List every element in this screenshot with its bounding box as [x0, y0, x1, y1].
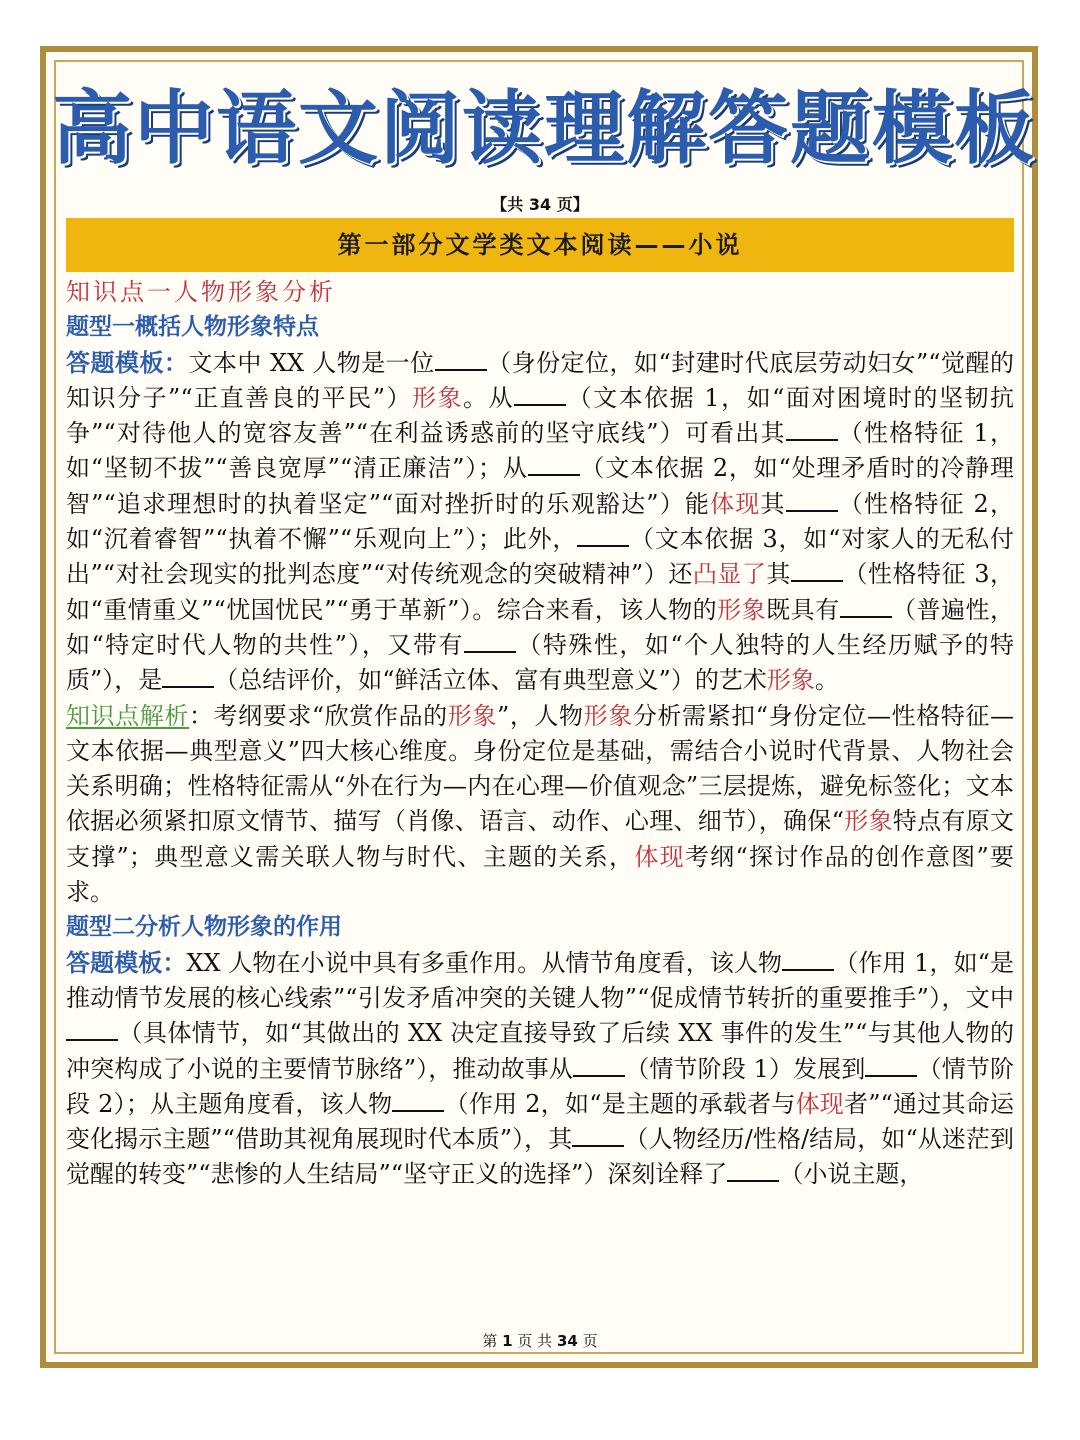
- template-text: （特殊性，如“个人独特的人生经历赋予的特质”），是: [66, 630, 1014, 695]
- template-text: 其: [766, 560, 791, 589]
- fill-blank: [435, 347, 487, 371]
- template-text: XX 人物在小说中具有多重作用。从情节角度看，该人物: [186, 948, 783, 977]
- template-text: （小说主题，: [779, 1160, 924, 1189]
- template-text: （情节阶段 1）发展到: [625, 1054, 866, 1083]
- template-text: （文本依据 1，如“面对困境时的坚韧抗争”“对待他人的宽容友善”“在利益诱惑前的坚守底线”）可看出其: [66, 383, 1015, 448]
- highlight-term: 形象: [843, 807, 893, 836]
- answer-template-1: [66, 346, 1014, 699]
- template-text: （人物经历/性格/结局，如“从迷茫到觉醒的转变”“悲惨的人生结局”“坚守正义的选择”）深刻诠释了: [66, 1125, 1014, 1189]
- fill-blank: [840, 594, 892, 618]
- page-count: 【共 34 页】: [491, 195, 589, 214]
- template-text: （身份定位，如“封建时代底层劳动妇女”“觉醒的知识分子”“正直善良的平民”）: [66, 348, 1015, 412]
- fill-blank: [573, 1053, 625, 1077]
- template-text: 既具有: [766, 595, 840, 624]
- section-banner: 第一部分文学类文本阅读——小说: [66, 218, 1014, 272]
- question-type-1-heading: 题型一概括人物形象特点: [66, 314, 319, 341]
- template-text: 。从: [463, 383, 515, 412]
- current-page-number: 1: [502, 1332, 513, 1350]
- fill-blank: [865, 1053, 917, 1077]
- fill-blank: [392, 1088, 444, 1112]
- fill-blank: [786, 488, 838, 512]
- template-text: （文本依据 2，如“处理矛盾时的冷静理智”“追求理想时的执着坚定”“面对挫折时的乐观豁达”）能: [66, 454, 1014, 518]
- analysis-text: 分析需紧扣“身份定位—性格特征—文本依据—典型意义”四大核心维度。身份定位是基础，需结合小说时代背景、人物社会关系明确；性格特征需从“外在行为—内在心理—价值观念”三层提炼，避免标签化；文本依据必须紧扣原文情节、描写（肖像、语言、动作、心理、细节），确保“: [66, 701, 1014, 836]
- template-text: （性格特征 1，如“坚韧不拔”“善良宽厚”“清正廉洁”）；从: [66, 419, 1014, 483]
- template-label: 答题模板：: [66, 348, 189, 377]
- fill-blank: [572, 1123, 624, 1147]
- footer-text: 页: [582, 1332, 598, 1350]
- analysis-text: 特点有原文支撑”；典型意义需关联人物与时代、主题的关系，: [66, 807, 1014, 871]
- fill-blank: [791, 558, 843, 582]
- template-text: （具体情节，如“其做出的 XX 决定直接导致了后续 XX 事件的发生”“与其他人物的冲突构成了小说的主要情节脉络”），推动故事从: [66, 1019, 1014, 1083]
- fill-blank: [786, 417, 838, 441]
- template-text: （情节阶段 2）；从主题角度看，该人物: [66, 1054, 1014, 1118]
- document-title: 高中语文阅读理解答题模板: [52, 82, 1036, 175]
- template-text: （文本依据 3，如“对家人的无私付出”“对社会现实的批判态度”“对传统观念的突破精神”）还: [66, 525, 1014, 589]
- template-text: 其: [760, 489, 786, 518]
- template-text: （作用 2，如“是主题的承载者与: [444, 1089, 796, 1118]
- template-text: 。: [814, 666, 839, 695]
- highlight-term: 形象: [447, 701, 497, 730]
- page-footer: [52, 1330, 1028, 1354]
- highlight-term: 凸显了: [692, 560, 767, 589]
- analysis-text: 考纲“探讨作品的创作意图”要求。: [66, 842, 1015, 907]
- answer-template-2: [66, 946, 1014, 1193]
- template-text: （性格特征 3，如“重情重义”“忧国忧民”“勇于革新”）。综合来看，该人物的: [66, 560, 1015, 624]
- fill-blank: [162, 664, 214, 688]
- highlight-term: 形象: [717, 595, 767, 624]
- template-text: （总结评价，如“鲜活立体、富有典型意义”）的艺术: [214, 666, 767, 695]
- template-text: （作用 1，如“是推动情节发展的核心线索”“引发矛盾冲突的关键人物”“促成情节转折的重要推手”），文中: [66, 948, 1015, 1012]
- question-type-2-heading: 题型二分析人物形象的作用: [66, 914, 342, 941]
- knowledge-point-heading: 知识点一人物形象分析: [66, 278, 336, 306]
- fill-blank: [528, 452, 580, 476]
- template-text: 文本中 XX 人物是一位: [188, 348, 435, 377]
- knowledge-analysis: [66, 699, 1014, 911]
- analysis-text: ：考纲要求“欣赏作品的: [188, 701, 448, 730]
- highlight-term: 体现: [634, 842, 685, 871]
- total-page-number: 34: [556, 1332, 578, 1350]
- fill-blank: [782, 947, 834, 971]
- highlight-term: 形象: [583, 701, 633, 730]
- highlight-term: 形象: [766, 666, 815, 695]
- highlight-term: 体现: [710, 489, 761, 518]
- analysis-text: ”，人物: [496, 701, 584, 730]
- footer-text: 第: [482, 1332, 498, 1350]
- template-text: （普遍性，如“特定时代人物的共性”），又带有: [66, 595, 1014, 659]
- fill-blank: [514, 382, 566, 406]
- document-body: [66, 275, 1014, 1193]
- template-text: 者”“通过其命运变化揭示主题”“借助其视角展现时代本质”），其: [66, 1089, 1014, 1154]
- fill-blank: [727, 1158, 779, 1182]
- template-text: （性格特征 2，如“沉着睿智”“执着不懈”“乐观向上”）；此外，: [66, 489, 1014, 554]
- highlight-term: 体现: [795, 1089, 845, 1118]
- analysis-label: 知识点解析: [66, 701, 189, 730]
- fill-blank: [577, 523, 629, 547]
- highlight-term: 形象: [412, 383, 464, 412]
- footer-text: 页 共: [517, 1332, 553, 1350]
- fill-blank: [66, 1017, 118, 1041]
- template-label: 答题模板：: [66, 948, 187, 977]
- fill-blank: [464, 629, 516, 653]
